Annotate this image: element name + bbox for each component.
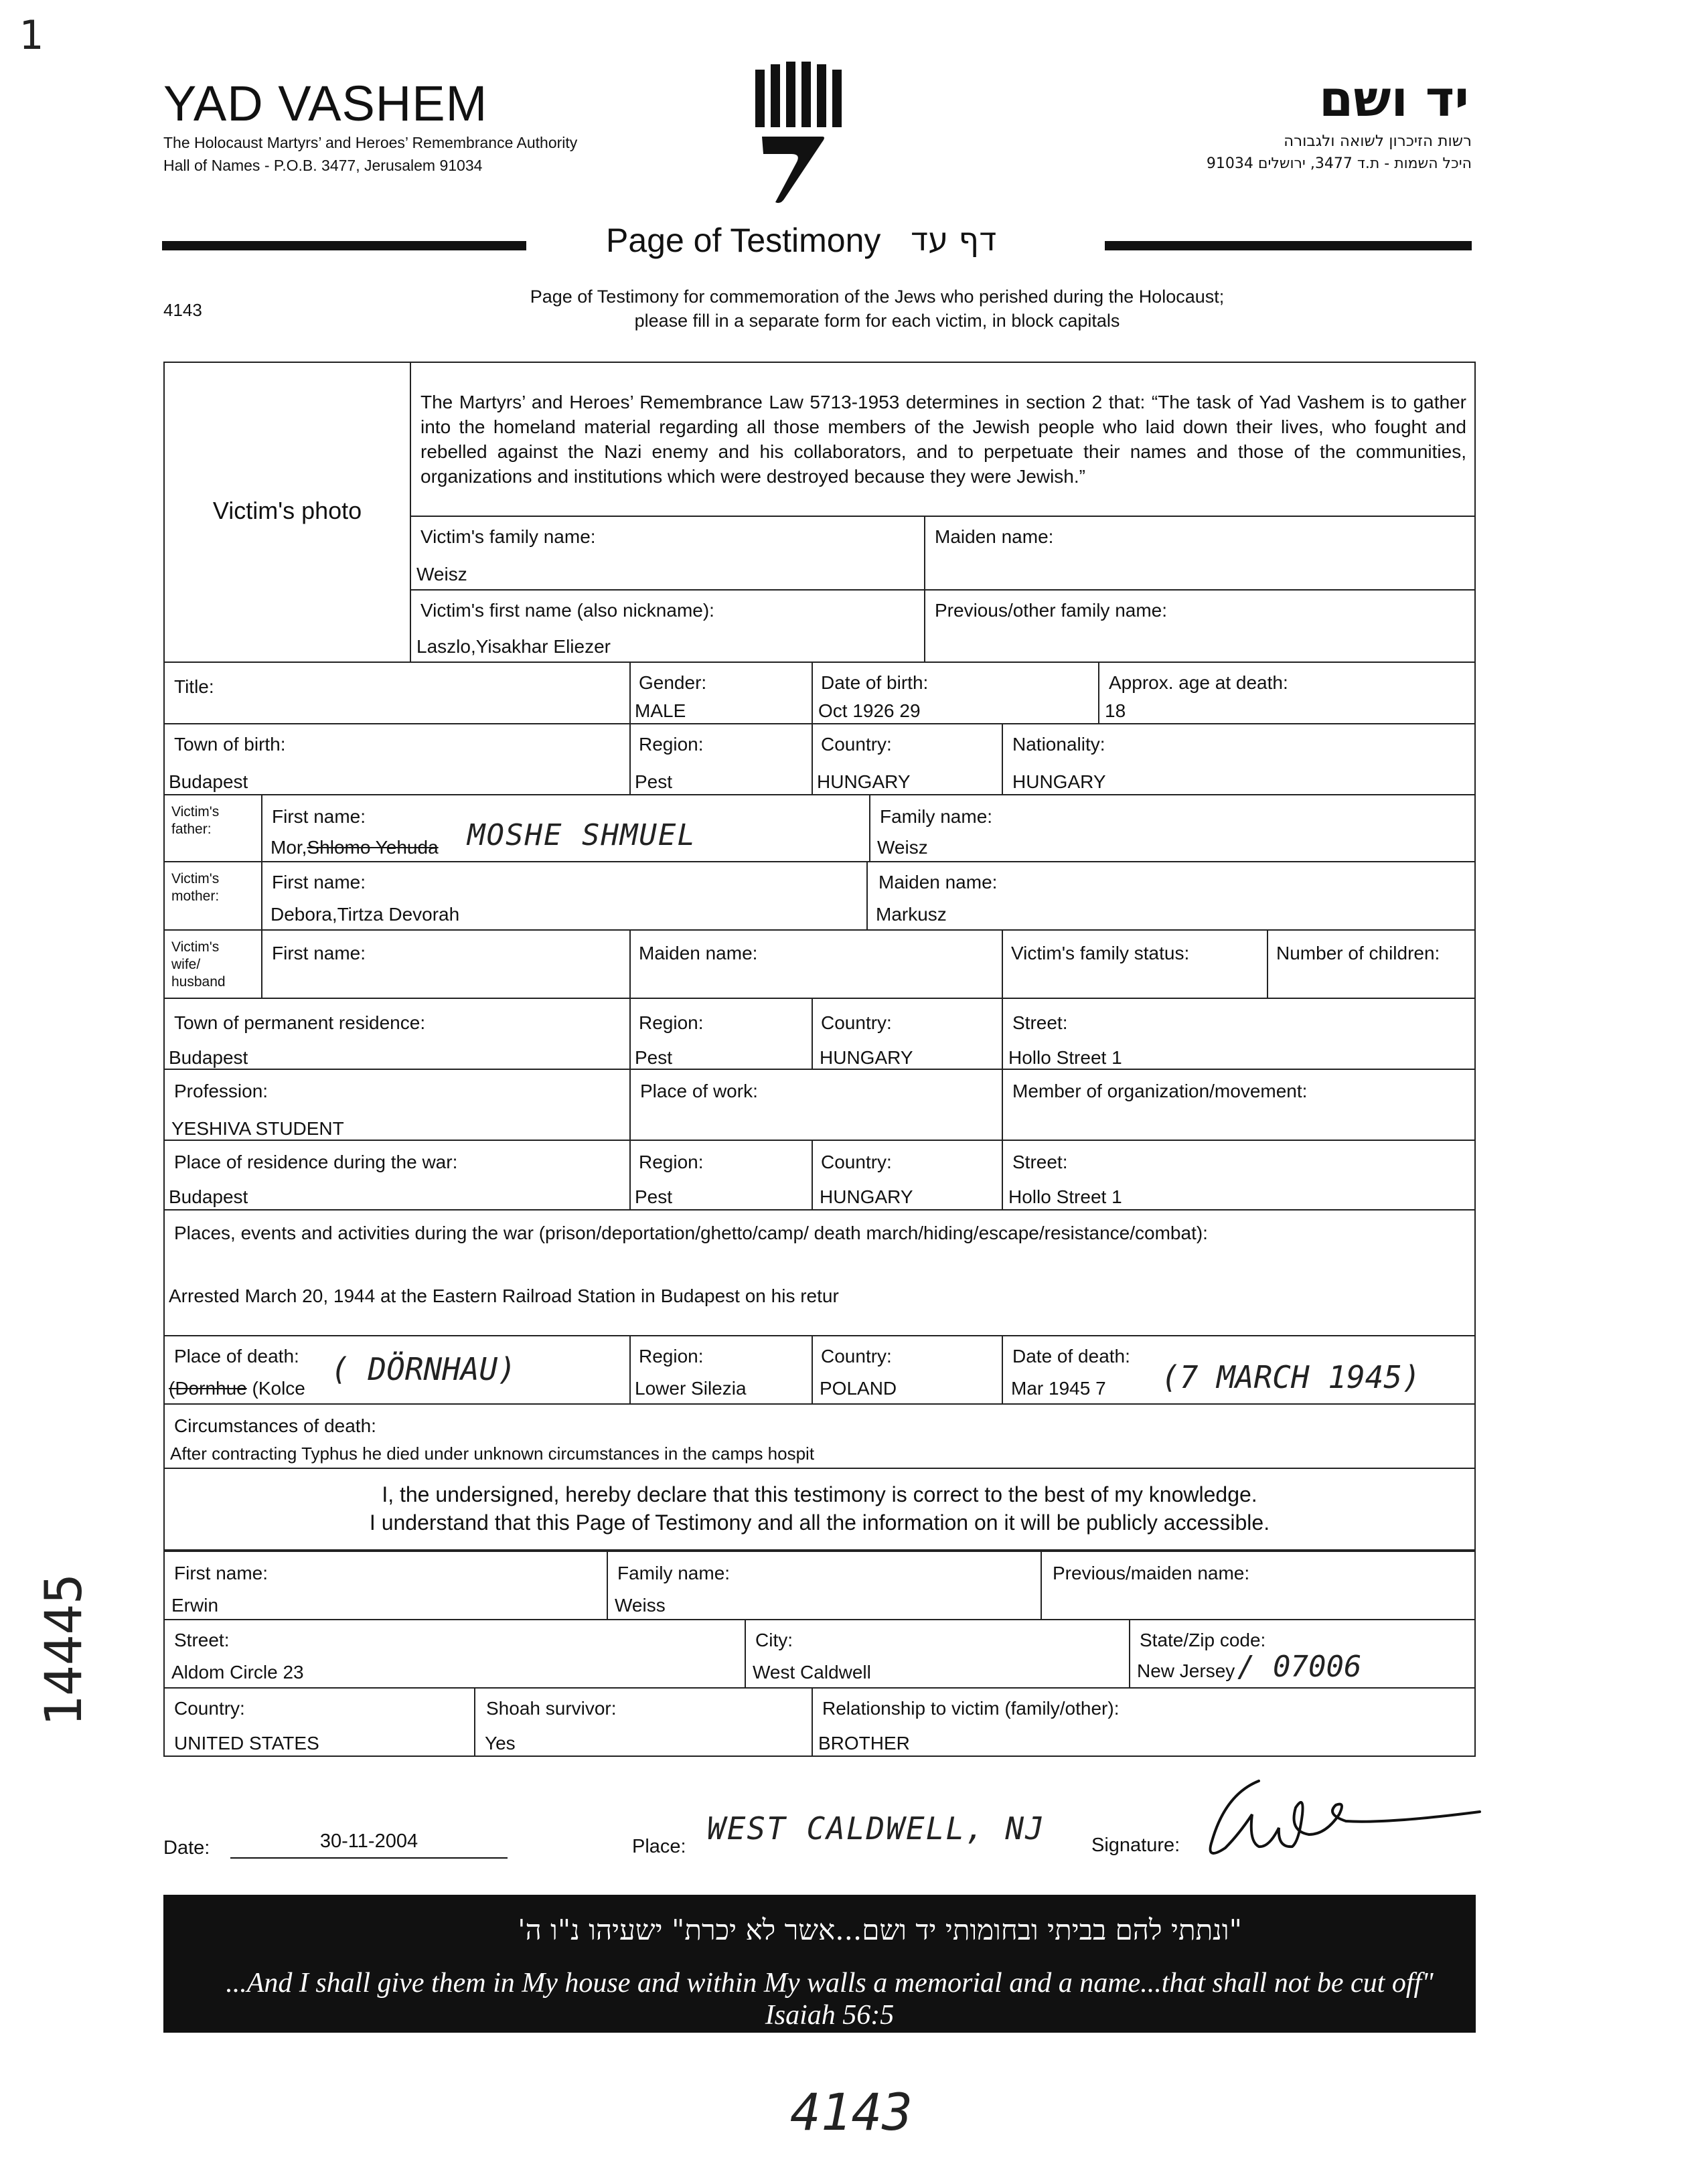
submitter-state-value: New Jersey [1137, 1660, 1235, 1681]
verse-hebrew: "ונתתי להם בביתי ובחומותי יד ושם...אשר לא יכרת" ישעיהו נ"ו ה' [518, 1914, 1242, 1946]
date-of-death-handwritten: (7 MARCH 1945) [1161, 1359, 1421, 1395]
org-name: YAD VASHEM [163, 76, 488, 131]
spouse-maiden-name-label: Maiden name: [639, 943, 758, 963]
war-region-label: Region: [639, 1152, 704, 1172]
war-residence-value: Budapest [169, 1186, 248, 1207]
verse-english: ...And I shall give them in My house and within My walls a memorial and a name...that shall not be cut off" Isaiah 56:5 [226, 1968, 1434, 2031]
form-title-hebrew: דף עד [911, 221, 997, 258]
gender-cell [629, 661, 813, 724]
mother-maiden-name-cell [866, 861, 1476, 931]
handwritten-page-number: 1 [19, 12, 44, 59]
residence-street-value: Hollo Street 1 [1008, 1047, 1122, 1068]
submitter-country-label: Country: [174, 1698, 245, 1719]
title-cell [163, 661, 631, 724]
date-of-birth-value: Oct 1926 29 [818, 700, 921, 721]
victim-maiden-name-label: Maiden name: [935, 526, 1054, 547]
residence-country-value: HUNGARY [820, 1047, 913, 1068]
father-family-name-label: Family name: [880, 806, 993, 827]
war-street-value: Hollo Street 1 [1008, 1186, 1122, 1207]
age-at-death-value: 18 [1105, 700, 1126, 721]
victim-family-name-cell [410, 516, 925, 591]
father-family-name-cell [869, 794, 1476, 862]
profession-label: Profession: [174, 1081, 268, 1101]
war-region-value: Pest [635, 1186, 673, 1207]
number-of-children-cell [1267, 929, 1476, 999]
footer-place-label: Place: [632, 1836, 686, 1857]
place-of-death-typed: (Kolce [246, 1378, 305, 1399]
town-of-birth-label: Town of birth: [174, 734, 286, 755]
wartime-events-cell [163, 1209, 1476, 1336]
law-text: The Martyrs’ and Heroes’ Remembrance Law 5713-1953 determines in section 2 that: “The task of Yad Vashem is to gather into the homeland material regarding all those members of the Jewish people who laid down their lives, who fought and rebelled against the Nazi enemy and his collaborators, and to perpetuate their names and those of the communities, organizations and institutions which were destroyed because they were Jewish.” [420, 392, 1466, 487]
place-of-death-cell [163, 1335, 631, 1405]
spouse-first-name-cell [261, 929, 631, 999]
submitter-city-label: City: [755, 1630, 793, 1650]
verse-banner [163, 1895, 1476, 2033]
victim-first-name: Laszlo,Yisakhar Eliezer [416, 636, 611, 657]
death-region-cell [629, 1335, 813, 1405]
nationality-cell [1002, 723, 1476, 795]
margin-handwritten-number: 14445 [33, 1573, 93, 1727]
town-of-birth-value: Budapest [169, 771, 248, 792]
place-of-work-cell [629, 1069, 1003, 1141]
father-family-name-value: Weisz [877, 837, 928, 858]
title-rule-left [162, 241, 526, 250]
organization-label: Member of organization/movement: [1012, 1081, 1308, 1101]
form-number: 4143 [163, 300, 202, 320]
org-name-hebrew: יד ושם [1318, 70, 1469, 128]
war-country-value: HUNGARY [820, 1186, 913, 1207]
yad-vashem-logo [749, 59, 849, 213]
declaration-line-2: I understand that this Page of Testimony and all the information on it will be publicly accessible. [369, 1510, 1270, 1535]
mother-maiden-name-label: Maiden name: [878, 872, 998, 892]
spouse-first-name-label: First name: [272, 943, 366, 963]
shoah-survivor-label: Shoah survivor: [486, 1698, 617, 1719]
nationality-value: HUNGARY [1012, 771, 1106, 792]
war-region-cell [629, 1140, 813, 1211]
wartime-events-label: Places, events and activities during the war (prison/deportation/ghetto/camp/ death march/hiding/escape/resistance/combat): [174, 1223, 1208, 1243]
date-of-death-cell [1002, 1335, 1476, 1405]
victim-family-name: Weisz [416, 564, 467, 584]
submitter-country-cell [163, 1687, 475, 1757]
town-of-birth-cell [163, 723, 631, 795]
mother-first-name-value: Debora,Tirtza Devorah [271, 904, 460, 925]
form-title: Page of Testimony [606, 222, 881, 259]
mother-first-name-cell [261, 861, 868, 931]
law-text-box [410, 362, 1476, 517]
submitter-street-label: Street: [174, 1630, 230, 1650]
shoah-survivor-value: Yes [485, 1733, 516, 1753]
father-first-name-prefix: Mor, [271, 837, 307, 858]
footer-date-value: 30-11-2004 [319, 1830, 418, 1852]
victim-photo-box [163, 362, 411, 663]
place-of-death-handwritten: ( DÖRNHAU) [331, 1351, 516, 1387]
permanent-residence-value: Budapest [169, 1047, 248, 1068]
submitter-street-cell [163, 1619, 746, 1689]
footer-date-line [230, 1857, 508, 1859]
signature-scribble [1185, 1768, 1507, 1868]
org-subtitle: The Holocaust Martyrs’ and Heroes’ Remembrance Authority [163, 134, 578, 151]
victim-first-name-cell [410, 589, 925, 663]
org-address: Hall of Names - P.O.B. 3477, Jerusalem 91034 [163, 157, 483, 174]
age-at-death-cell [1098, 661, 1476, 724]
mother-maiden-name-value: Markusz [876, 904, 947, 925]
family-status-label: Victim's family status: [1011, 943, 1190, 963]
declaration-line-1: I, the undersigned, hereby declare that this testimony is correct to the best of my knowledge. [382, 1482, 1257, 1506]
death-country-label: Country: [821, 1346, 892, 1367]
gender-label: Gender: [639, 672, 707, 693]
mother-side-cell [163, 861, 262, 931]
footer-place-handwritten: WEST CALDWELL, NJ [707, 1810, 1045, 1847]
submitter-family-name-label: Family name: [617, 1563, 731, 1583]
submitter-previous-name-label: Previous/maiden name: [1053, 1563, 1250, 1583]
mother-side-label: Victim's mother: [171, 871, 220, 904]
submitter-country-value: UNITED STATES [174, 1733, 319, 1753]
shoah-survivor-cell [474, 1687, 813, 1757]
war-street-cell [1002, 1140, 1476, 1211]
war-country-cell [812, 1140, 1003, 1211]
date-of-death-value: Mar 1945 7 [1011, 1378, 1106, 1399]
place-of-death-value [169, 1378, 305, 1399]
father-first-name-cell [261, 794, 870, 862]
instructions-line-2: please fill in a separate form for each victim, in block capitals [634, 311, 1120, 331]
relationship-cell [812, 1687, 1476, 1757]
victim-previous-name-cell [924, 589, 1476, 663]
org-address-hebrew: היכל השמות - ת.ד 3477, ירושלים 91034 [1206, 155, 1472, 172]
father-side-label: Victim's father: [171, 804, 220, 837]
instructions-line-1: Page of Testimony for commemoration of the Jews who perished during the Holocaust; [530, 287, 1225, 307]
age-at-death-label: Approx. age at death: [1109, 672, 1288, 693]
circumstances-label: Circumstances of death: [174, 1415, 376, 1436]
submitter-state-cell [1129, 1619, 1476, 1689]
region-of-birth-value: Pest [635, 771, 673, 792]
region-label: Region: [639, 734, 704, 755]
gender-value: MALE [635, 700, 686, 721]
circumstances-value: After contracting Typhus he died under unknown circumstances in the camps hospit [170, 1444, 815, 1464]
death-region-value: Lower Silezia [635, 1378, 747, 1399]
mother-first-name-label: First name: [272, 872, 366, 892]
circumstances-cell [163, 1403, 1476, 1469]
residence-country-label: Country: [821, 1012, 892, 1033]
war-residence-cell [163, 1140, 631, 1211]
father-name-handwritten: MOSHE SHMUEL [467, 818, 696, 852]
organization-cell [1002, 1069, 1476, 1141]
relationship-label: Relationship to victim (family/other): [822, 1698, 1120, 1719]
submitter-first-name-label: First name: [174, 1563, 268, 1583]
place-of-work-label: Place of work: [640, 1081, 758, 1101]
bottom-handwritten-number: 4143 [790, 2082, 913, 2142]
submitter-family-name-cell [607, 1551, 1042, 1620]
submitter-first-name-value: Erwin [171, 1595, 219, 1616]
spouse-side-label: Victim's wife/ husband [171, 939, 226, 990]
profession-value: YESHIVA STUDENT [171, 1118, 344, 1139]
spouse-maiden-name-cell [629, 929, 1003, 999]
victim-family-name-label: Victim's family name: [420, 526, 596, 547]
permanent-residence-label: Town of permanent residence: [174, 1012, 426, 1033]
submitter-city-cell [745, 1619, 1130, 1689]
residence-street-cell [1002, 998, 1476, 1070]
wartime-events-value: Arrested March 20, 1944 at the Eastern Railroad Station in Budapest on his retur [169, 1285, 839, 1306]
death-country-value: POLAND [820, 1378, 897, 1399]
father-first-name-label: First name: [272, 806, 366, 827]
submitter-city-value: West Caldwell [753, 1662, 871, 1683]
war-residence-label: Place of residence during the war: [174, 1152, 458, 1172]
permanent-residence-cell [163, 998, 631, 1070]
submitter-state-label: State/Zip code: [1140, 1630, 1266, 1650]
submitter-street-value: Aldom Circle 23 [171, 1662, 304, 1683]
residence-region-value: Pest [635, 1047, 673, 1068]
father-first-name-struck: Shlomo Yehuda [307, 837, 439, 858]
war-street-label: Street: [1012, 1152, 1068, 1172]
footer-date-label: Date: [163, 1837, 210, 1859]
title-rule-right [1105, 241, 1472, 250]
submitter-previous-name-cell [1041, 1551, 1476, 1620]
number-of-children-label: Number of children: [1276, 943, 1440, 963]
victim-maiden-name-cell [924, 516, 1476, 591]
father-first-name-value [271, 837, 439, 858]
title-label: Title: [174, 676, 214, 697]
org-subtitle-hebrew: רשות הזיכרון לשואה ולגבורה [1284, 133, 1472, 150]
residence-region-label: Region: [639, 1012, 704, 1033]
family-status-cell [1002, 929, 1268, 999]
submitter-zip-handwritten: / 07006 [1237, 1650, 1362, 1684]
father-side-cell [163, 794, 262, 862]
profession-cell [163, 1069, 631, 1141]
submitter-family-name-value: Weiss [615, 1595, 666, 1616]
residence-street-label: Street: [1012, 1012, 1068, 1033]
submitter-first-name-cell [163, 1551, 608, 1620]
victim-first-name-label: Victim's first name (also nickname): [420, 600, 714, 621]
victim-photo-label: Victim's photo [212, 497, 362, 524]
war-country-label: Country: [821, 1152, 892, 1172]
country-label: Country: [821, 734, 892, 755]
country-of-birth-value: HUNGARY [817, 771, 911, 792]
place-of-death-struck: (Dornhue [169, 1378, 247, 1399]
footer-signature-label: Signature: [1091, 1835, 1180, 1856]
spouse-side-cell [163, 929, 262, 999]
date-of-death-label: Date of death: [1012, 1346, 1130, 1367]
residence-country-cell [812, 998, 1003, 1070]
residence-region-cell [629, 998, 813, 1070]
place-of-death-label: Place of death: [174, 1346, 299, 1367]
country-of-birth-cell [812, 723, 1003, 795]
date-of-birth-cell [812, 661, 1099, 724]
date-of-birth-label: Date of birth: [821, 672, 929, 693]
victim-previous-name-label: Previous/other family name: [935, 600, 1168, 621]
region-of-birth-cell [629, 723, 813, 795]
death-region-label: Region: [639, 1346, 704, 1367]
nationality-label: Nationality: [1012, 734, 1105, 755]
death-country-cell [812, 1335, 1003, 1405]
relationship-value: BROTHER [818, 1733, 910, 1753]
declaration-cell [163, 1468, 1476, 1551]
